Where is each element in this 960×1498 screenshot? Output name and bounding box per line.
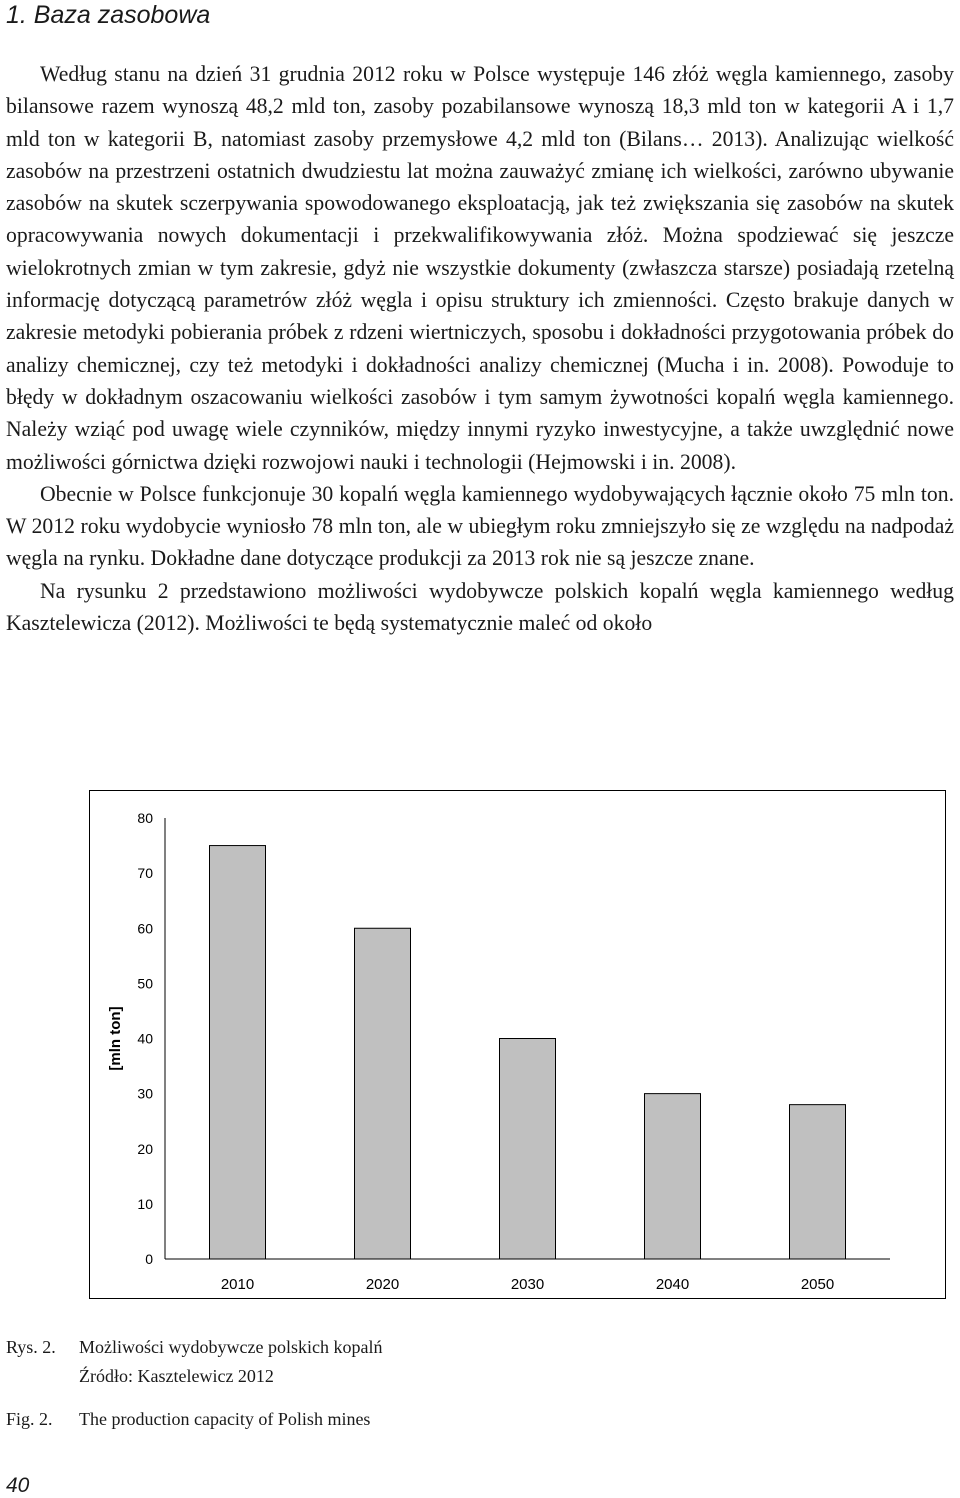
y-tick-label: 10 bbox=[137, 1195, 153, 1212]
y-tick-label: 40 bbox=[137, 1030, 153, 1047]
y-tick-label: 20 bbox=[137, 1140, 153, 1157]
x-tick-label: 2030 bbox=[510, 1276, 545, 1293]
y-tick-label: 80 bbox=[137, 810, 153, 826]
production-capacity-chart bbox=[89, 790, 946, 1299]
y-tick-label: 50 bbox=[137, 975, 153, 992]
paragraph: Obecnie w Polsce funkcjonuje 30 kopalń węgla kamiennego wydobywających łącznie około 75 mln ton. W 2012 roku wydobycie wyniosło 78 mln ton, ale w ubiegłym roku zmniejszyło się ze względu na nadpodaż węgla na rynku. Dokładne dane dotyczące produkcji za 2013 rok nie są jeszcze znane. bbox=[6, 481, 954, 571]
bar-2040 bbox=[645, 1094, 701, 1259]
caption-title: Możliwości wydobywcze polskich kopalń bbox=[79, 1337, 383, 1357]
bar-2020 bbox=[355, 928, 411, 1259]
bar-2050 bbox=[790, 1105, 846, 1259]
bars bbox=[210, 846, 846, 1259]
y-tick-label: 70 bbox=[137, 865, 153, 882]
y-tick-label: 60 bbox=[137, 920, 153, 937]
section-heading: 1. Baza zasobowa bbox=[6, 1, 211, 29]
caption-number: Fig. 2. bbox=[6, 1409, 53, 1429]
x-tick-label: 2040 bbox=[655, 1276, 690, 1293]
x-tick-label: 2010 bbox=[220, 1276, 255, 1293]
paragraph: Na rysunku 2 przedstawiono możliwości wydobywcze polskich kopalń węgla kamiennego według Kasztelewicza (2012). Możliwości te będą systematycznie maleć od około bbox=[6, 578, 954, 636]
paragraph: Według stanu na dzień 31 grudnia 2012 roku w Polsce występuje 146 złóż węgla kamiennego, zasoby bilansowe razem wynoszą 48,2 mld ton, zasoby pozabilansowe wynoszą 18,3 mld ton w kategorii A i 1,7 mld ton w kategorii B, natomiast zasoby przemysłowe 4,2 mld ton (Bilans… 2013). Analizując wielkość zasobów na przestrzeni ostatnich dwudziestu lat można zauważyć zmianę ich wielkości, zarówno ubywanie zasobów na skutek sczerpywania spowodowanego eksploatacją, jak też zwiększania się zasobów na skutek opracowywania nowych dokumentacji i przekwalifikowywania złóż. Można spodziewać się jeszcze wielokrotnych zmian w tym zakresie, gdyż nie wszystkie dokumenty (zwłaszcza starsze) posiadają rzetelną informację dotyczącą parametrów złóż węgla i opisu struktury ich zmienności. Często brakuje danych w zakresie metodyki pobierania próbek z rdzeni wiertniczych, sposobu i dokładności przygotowania próbek do analizy chemicznej, czy też metodyki i dokładności analizy chemicznej (Mucha i in. 2008). Powoduje to błędy w dokładnym oszacowaniu wielkości zasobów i tym samym żywotności kopalń węgla kamiennego. Należy wziąć pod uwagę wiele czynników, między innymi ryzyko inwestycyjne, a także uwzględnić nowe możliwości górnictwa dzięki rozwojowi nauki i technologii (Hejmowski i in. 2008). bbox=[6, 62, 954, 474]
caption-number: Rys. 2. bbox=[6, 1337, 56, 1357]
caption-source: Źródło: Kasztelewicz 2012 bbox=[79, 1366, 274, 1386]
x-axis-labels bbox=[221, 1276, 834, 1293]
page-number: 40 bbox=[6, 1474, 30, 1497]
y-tick-label: 30 bbox=[137, 1085, 153, 1102]
body-text bbox=[6, 58, 954, 639]
chart-svg bbox=[90, 791, 947, 1300]
y-tick-label: 0 bbox=[145, 1251, 153, 1267]
x-tick-label: 2020 bbox=[365, 1276, 400, 1293]
y-axis-ticks bbox=[137, 810, 153, 1267]
bar-2010 bbox=[210, 846, 266, 1259]
y-axis-label: [mln ton] bbox=[107, 1006, 124, 1071]
bar-2030 bbox=[500, 1039, 556, 1260]
caption-title: The production capacity of Polish mines bbox=[79, 1409, 371, 1429]
x-tick-label: 2050 bbox=[800, 1276, 835, 1293]
